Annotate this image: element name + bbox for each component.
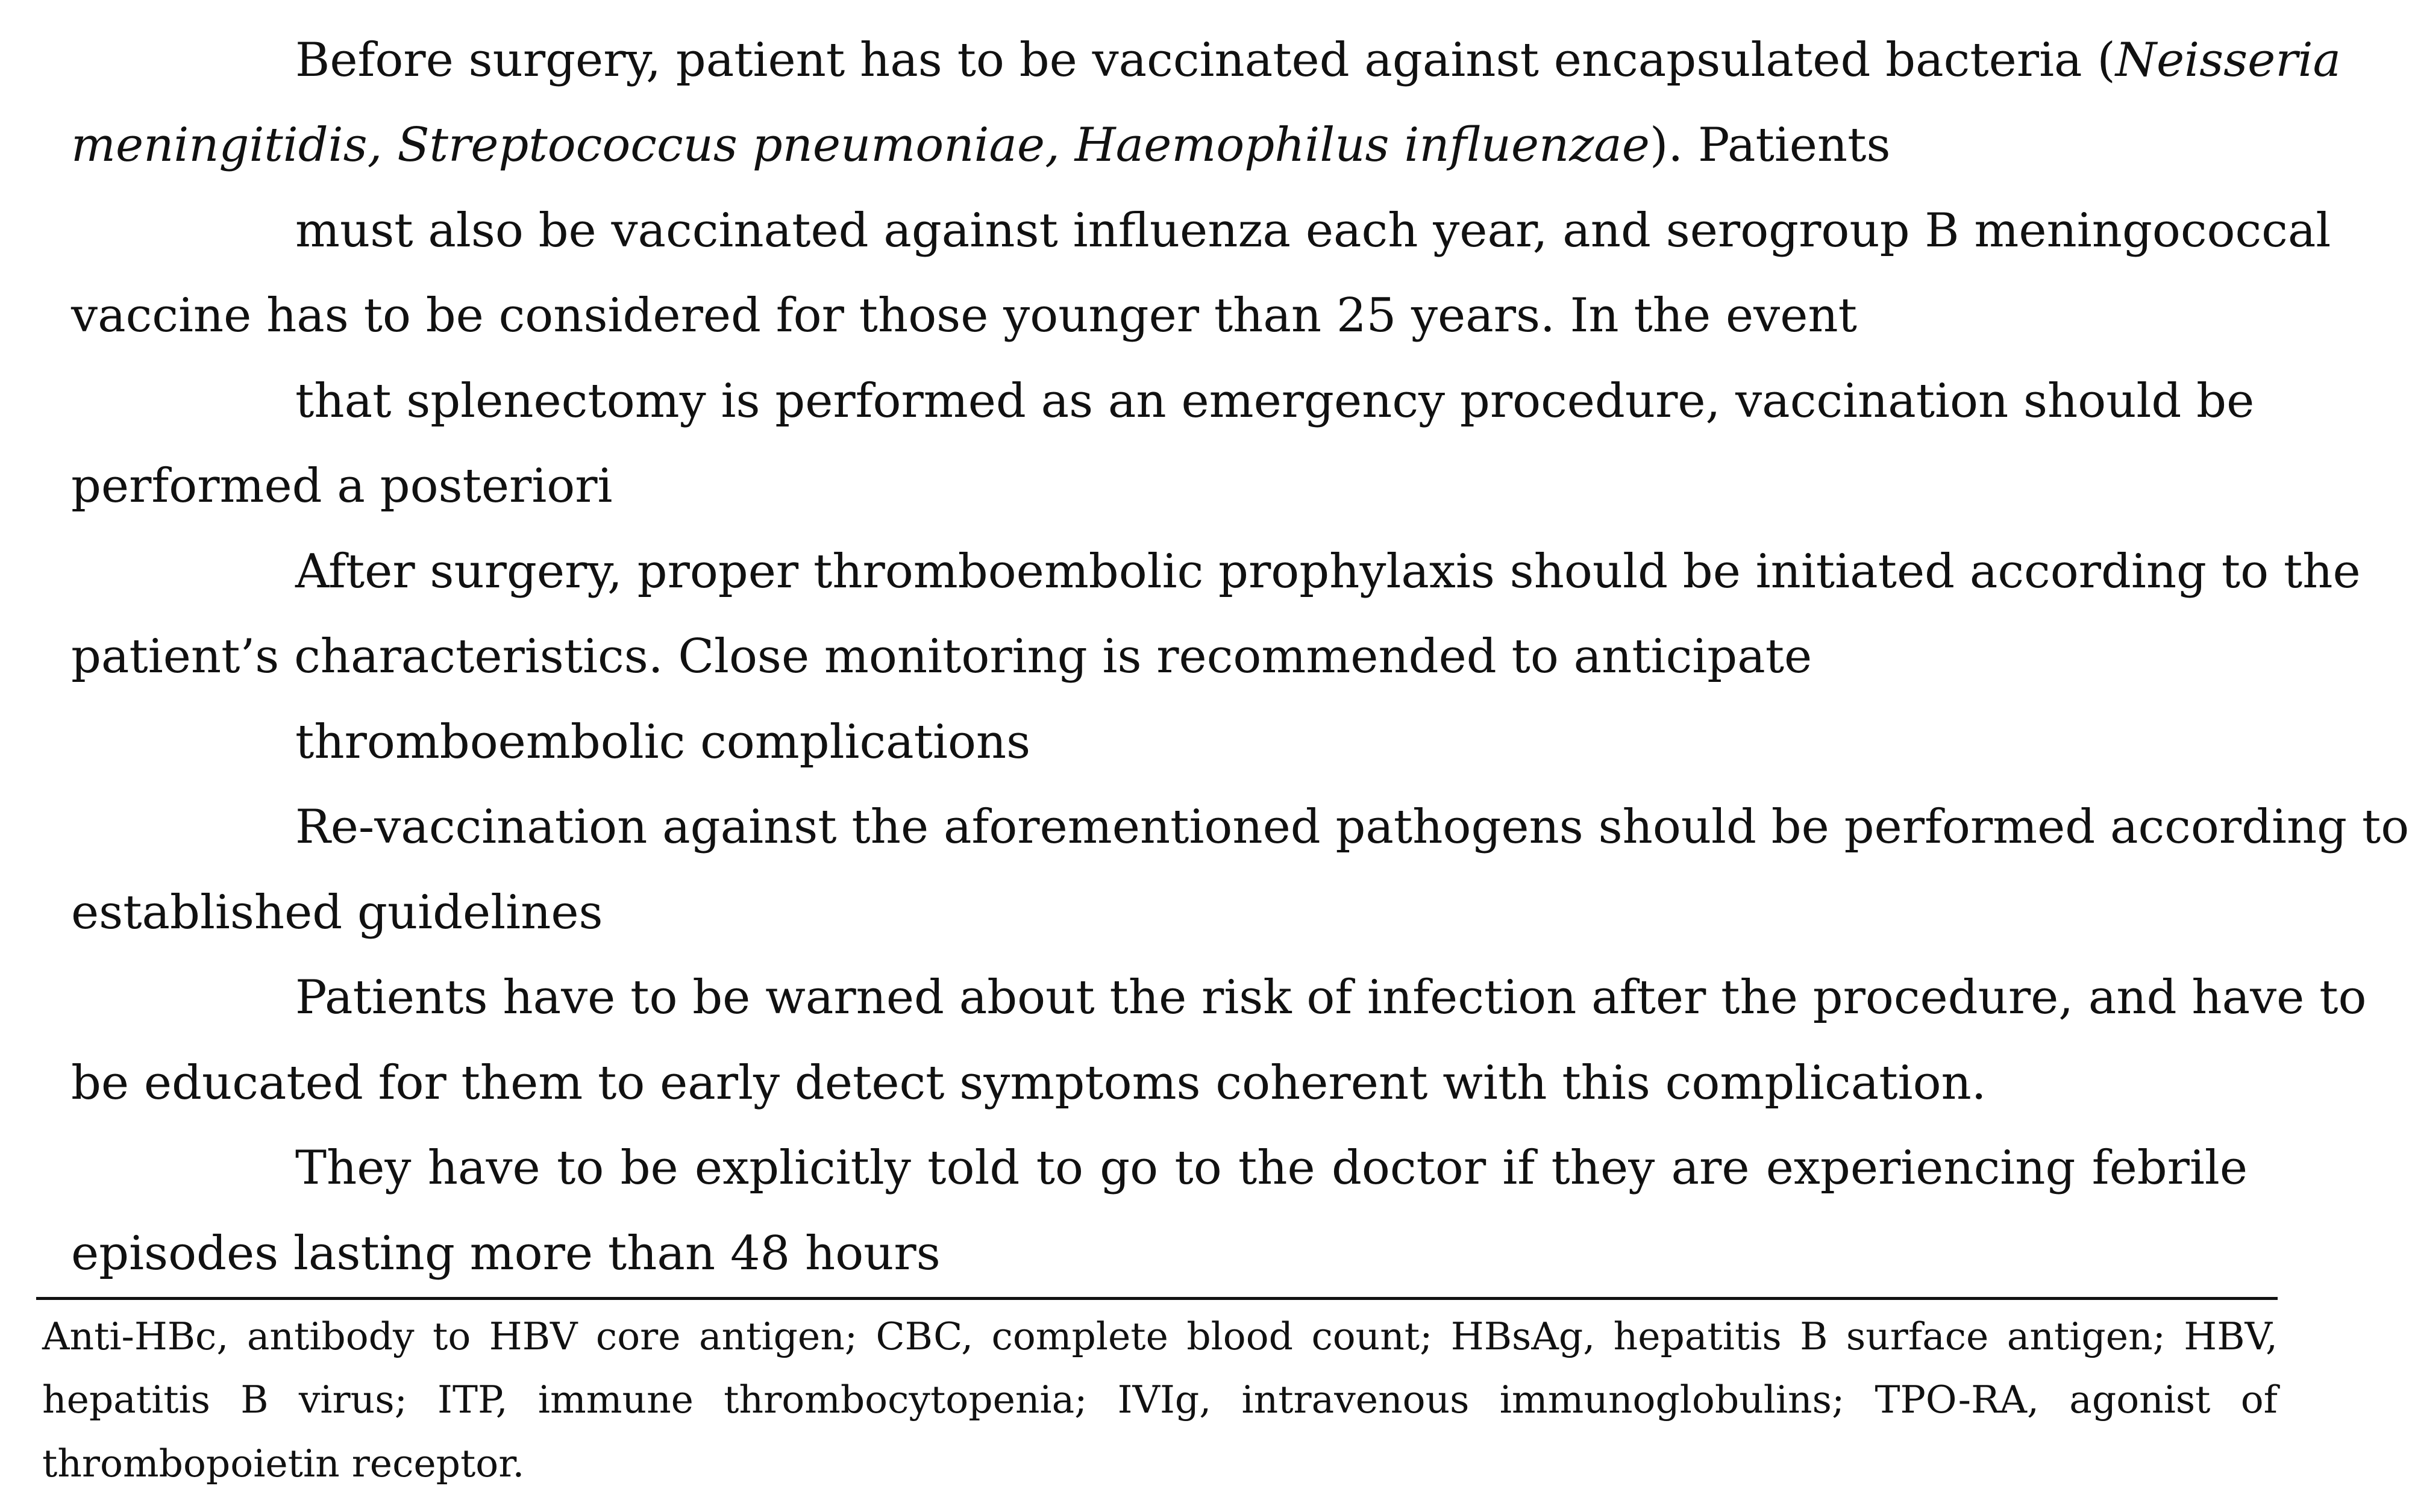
body-line-11: established guidelines <box>71 886 603 940</box>
body-line-6: performed a posteriori <box>71 459 613 513</box>
body-line-5: that splenectomy is performed as an emergency procedure, vaccination should be <box>295 374 2255 428</box>
body-line-1 <box>295 30 2342 90</box>
body-line-15: episodes lasting more than 48 hours <box>71 1226 941 1281</box>
footnote-line-1: Anti-HBc, antibody to HBV core antigen; CBC, complete blood count; HBsAg, hepatitis B surface antigen; HBV, <box>42 1314 2278 1358</box>
body-line-2 <box>71 115 1891 175</box>
body-line-1-text: Before surgery, patient has to be vaccinated against encapsulated bacteria ( <box>295 33 2116 87</box>
body-line-14: They have to be explicitly told to go to the doctor if they are experiencing febrile <box>295 1141 2248 1195</box>
body-line-8: patient’s characteristics. Close monitoring is recommended to anticipate <box>71 629 1812 684</box>
footnote-line-3: thrombopoietin receptor. <box>42 1442 525 1485</box>
body-line-12: Patients have to be warned about the risk of infection after the procedure, and have to <box>295 970 2367 1025</box>
body-line-13: be educated for them to early detect symptoms coherent with this complication. <box>71 1056 1987 1110</box>
body-line-10: Re-vaccination against the aforementioned pathogens should be performed according to <box>295 800 2409 854</box>
body-line-2-text: ). Patients <box>1649 118 1891 172</box>
body-line-2-italic: meningitidis, Streptococcus pneumoniae, Haemophilus influenzae <box>71 118 1650 172</box>
table-bottom-rule <box>36 1297 2278 1300</box>
body-line-3: must also be vaccinated against influenza each year, and serogroup B meningococcal <box>295 204 2331 258</box>
body-line-9: thromboembolic complications <box>295 715 1031 769</box>
footnote-line-2: hepatitis B virus; ITP, immune thrombocytopenia; IVIg, intravenous immunoglobulins; TPO-RA, agonist of <box>42 1378 2278 1422</box>
body-line-4: vaccine has to be considered for those younger than 25 years. In the event <box>71 289 1857 343</box>
body-line-1-italic: Neisseria <box>2115 33 2342 87</box>
body-line-7: After surgery, proper thromboembolic prophylaxis should be initiated according to the <box>295 545 2361 599</box>
